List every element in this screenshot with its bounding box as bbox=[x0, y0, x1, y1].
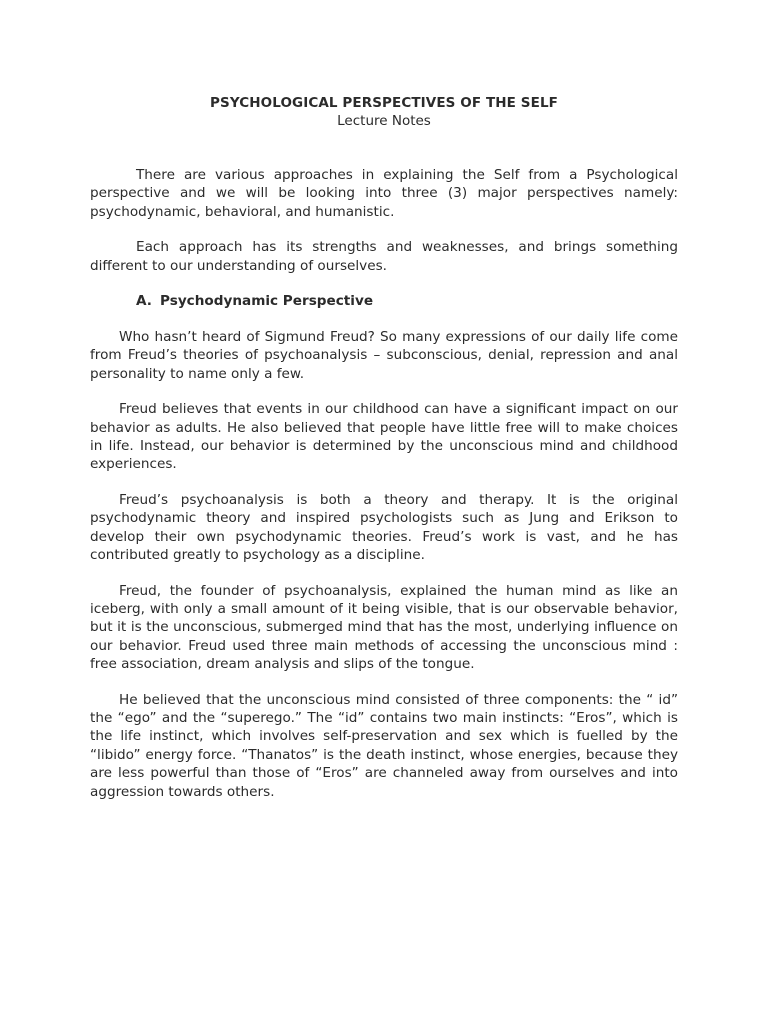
intro-paragraph-1: There are various approaches in explaining the Self from a Psychological perspective and we will be looking into three (3) major perspectives namely: psychodynamic, behavioral, and humanistic. bbox=[90, 167, 678, 220]
section-heading-psychodynamic bbox=[136, 292, 678, 310]
section-letter: A. bbox=[136, 293, 152, 310]
document-title: PSYCHOLOGICAL PERSPECTIVES OF THE SELF bbox=[210, 95, 558, 111]
section-paragraph-4: Freud, the founder of psychoanalysis, explained the human mind as like an iceberg, with only a small amount of it being visible, that is our observable behavior, but it is the unconscious, submerged mind that has the most, underlying influence on our behavior. Freud used three main methods of accessing the unconscious mind : free association, dream analysis and slips of the tongue. bbox=[90, 582, 678, 673]
intro-paragraph-2: Each approach has its strengths and weaknesses, and brings something different to our understanding of ourselves. bbox=[90, 239, 678, 274]
section-paragraph-1: Who hasn’t heard of Sigmund Freud? So many expressions of our daily life come from Freud’s theories of psychoanalysis – subconscious, denial, repression and anal personality to name only a few. bbox=[90, 329, 678, 382]
section-paragraph-2: Freud believes that events in our childhood can have a significant impact on our behavior as adults. He also believed that people have little free will to make choices in life. Instead, our behavior is determined by the unconscious mind and childhood experiences. bbox=[90, 401, 678, 473]
section-paragraph-3: Freud’s psychoanalysis is both a theory and therapy. It is the original psychodynamic theory and inspired psychologists such as Jung and Erikson to develop their own psychodynamic theories. Freud’s work is vast, and he has contributed greatly to psychology as a discipline. bbox=[90, 491, 678, 564]
section-heading-text: Psychodynamic Perspective bbox=[160, 293, 374, 310]
document-subtitle: Lecture Notes bbox=[337, 113, 431, 129]
section-paragraph-5: He believed that the unconscious mind consisted of three components: the “ id” the “ego” and the “superego.” The “id” contains two main instincts: “Eros”, which is the life instinct, which involves self-preservation and sex which is fuelled by the “libido” energy force. “Thanatos” is the death instinct, whose energies, because they are less powerful than those of “Eros” are channeled away from ourselves and into aggression towards others. bbox=[90, 691, 678, 800]
